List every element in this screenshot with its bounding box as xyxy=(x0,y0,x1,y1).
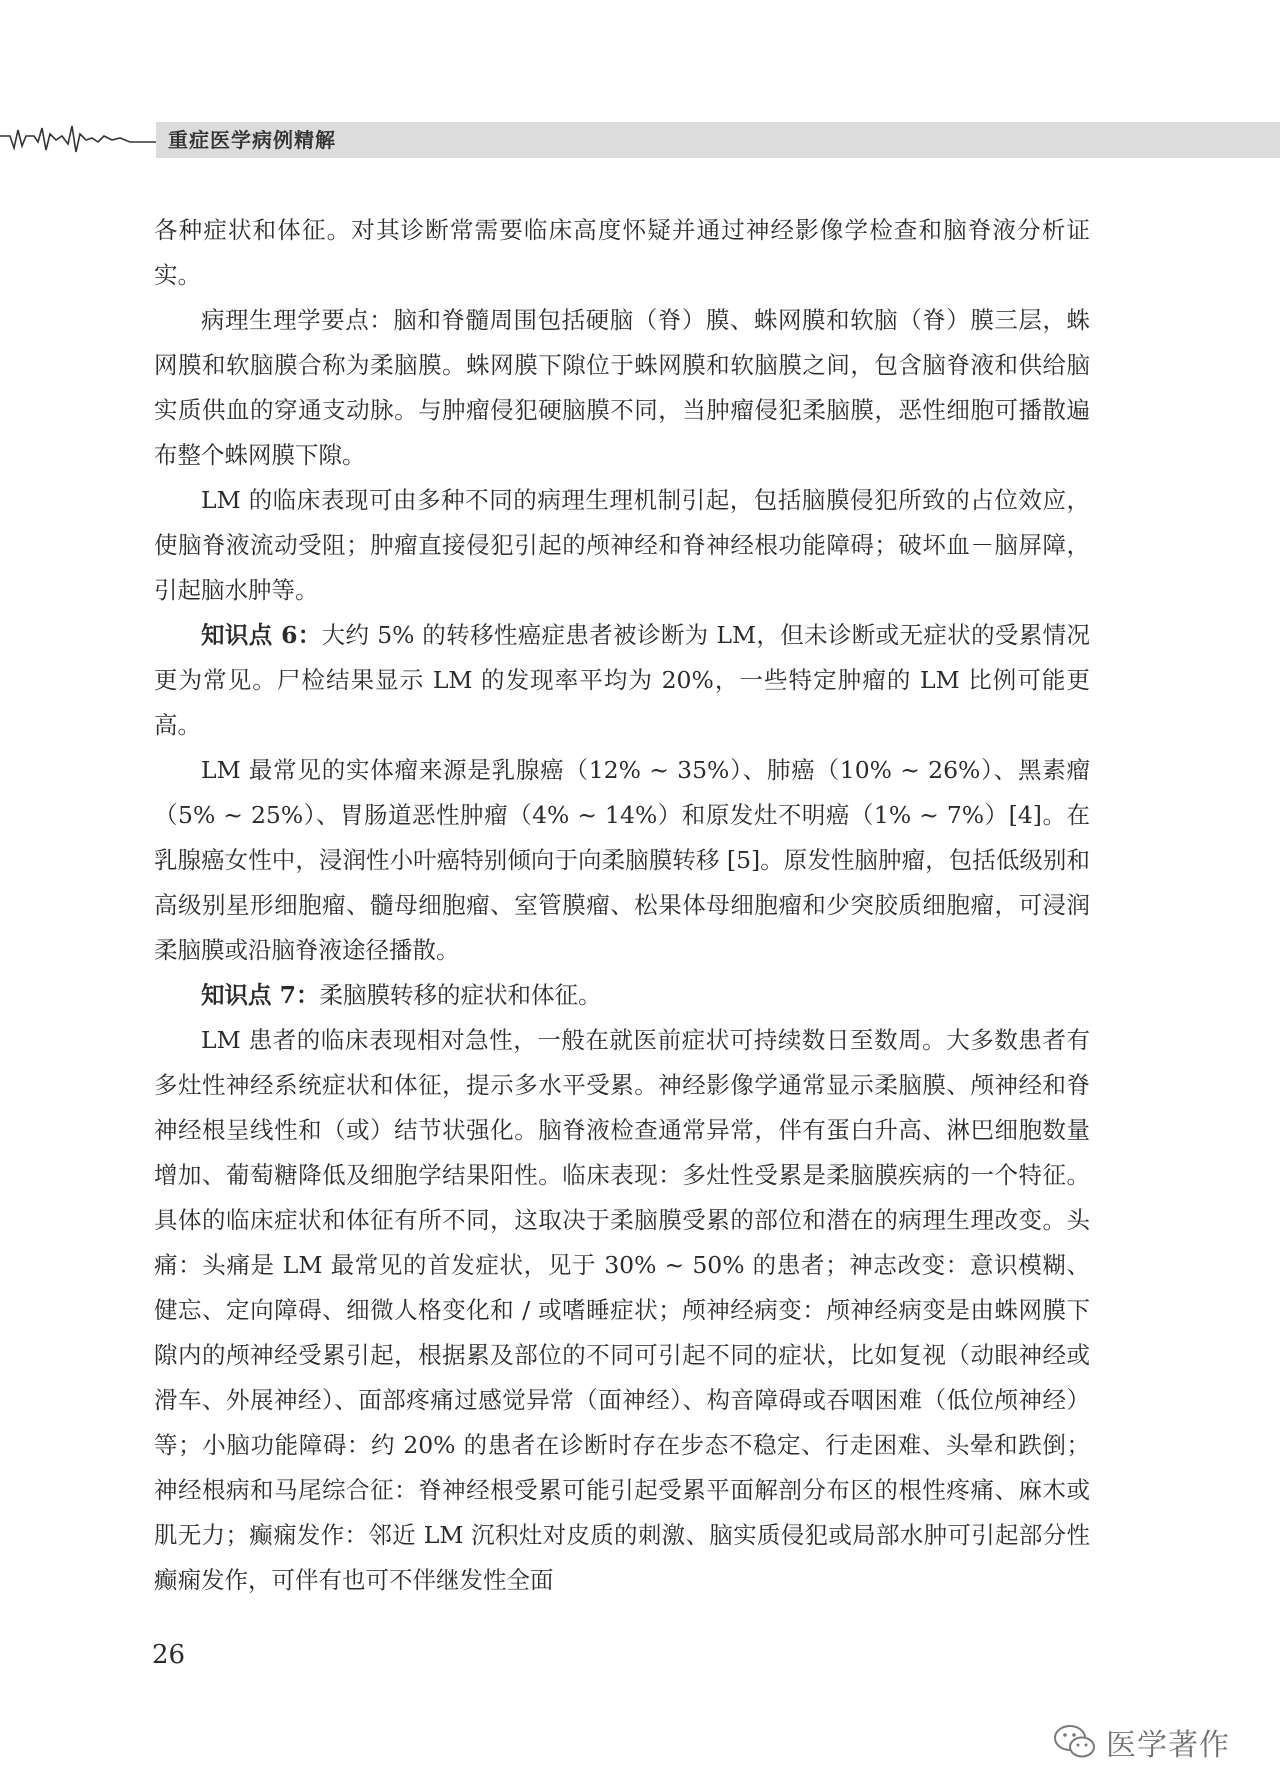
body-text xyxy=(154,208,1090,1603)
header-title: 重症医学病例精解 xyxy=(168,128,336,152)
watermark-text: 医学著作 xyxy=(1106,1728,1230,1763)
paragraph: 病理生理学要点：脑和脊髓周围包括硬脑（脊）膜、蛛网膜和软脑（脊）膜三层，蛛网膜和软脑膜合称为柔脑膜。蛛网膜下隙位于蛛网膜和软脑膜之间，包含脑脊液和供给脑实质供血的穿通支动脉。与肿瘤侵犯硬脑膜不同，当肿瘤侵犯柔脑膜，恶性细胞可播散遍布整个蛛网膜下隙。 xyxy=(154,306,1090,469)
paragraph: LM 最常见的实体瘤来源是乳腺癌（12% ~ 35%）、肺癌（10% ~ 26%）、黑素瘤（5% ~ 25%）、胃肠道恶性肿瘤（4% ~ 14%）和原发灶不明癌（1% ~ 7%）[4]。在乳腺癌女性中，浸润性小叶癌特别倾向于向柔脑膜转移 [5]。原发性脑肿瘤，包括低级别和高级别星形细胞瘤、髓母细胞瘤、室管膜瘤、松果体母细胞瘤和少突胶质细胞瘤，可浸润柔脑膜或沿脑脊液途径播散。 xyxy=(154,756,1090,964)
paragraph-text: 柔脑膜转移的症状和体征。 xyxy=(319,981,602,1009)
header-decoration xyxy=(0,122,156,158)
page-number: 26 xyxy=(152,1640,186,1670)
wechat-icon xyxy=(1052,1723,1098,1761)
knowledge-point-paragraph xyxy=(154,973,1090,1018)
paragraph: LM 患者的临床表现相对急性，一般在就医前症状可持续数日至数周。大多数患者有多灶性神经系统症状和体征，提示多水平受累。神经影像学通常显示柔脑膜、颅神经和脊神经根呈线性和（或）结节状强化。脑脊液检查通常异常，伴有蛋白升高、淋巴细胞数量增加、葡萄糖降低及细胞学结果阳性。临床表现：多灶性受累是柔脑膜疾病的一个特征。具体的临床症状和体征有所不同，这取决于柔脑膜受累的部位和潜在的病理生理改变。头痛：头痛是 LM 最常见的首发症状，见于 30% ~ 50% 的患者；神志改变：意识模糊、健忘、定向障碍、细微人格变化和 / 或嗜睡症状；颅神经病变：颅神经病变是由蛛网膜下隙内的颅神经受累引起，根据累及部位的不同可引起不同的症状，比如复视（动眼神经或滑车、外展神经）、面部疼痛过感觉异常（面神经）、构音障碍或吞咽困难（低位颅神经）等；小脑功能障碍：约 20% 的患者在诊断时存在步态不稳定、行走困难、头晕和跌倒；神经根病和马尾综合征：脊神经根受累可能引起受累平面解剖分布区的根性疼痛、麻木或肌无力；癫痫发作：邻近 LM 沉积灶对皮质的刺激、脑实质侵犯或局部水肿可引起部分性癫痫发作，可伴有也可不伴继发性全面 xyxy=(154,1026,1090,1594)
paragraph: 各种症状和体征。对其诊断常需要临床高度怀疑并通过神经影像学检查和脑脊液分析证实。 xyxy=(154,216,1090,289)
watermark xyxy=(1052,1718,1252,1766)
knowledge-point-paragraph xyxy=(154,613,1090,748)
ecg-wave-icon xyxy=(0,122,156,158)
knowledge-point-label: 知识点 6： xyxy=(201,621,322,649)
paragraph-text: 大约 5% 的转移性癌症患者被诊断为 LM，但未诊断或无症状的受累情况更为常见。尸检结果显示 LM 的发现率平均为 20%，一些特定肿瘤的 LM 比例可能更高。 xyxy=(154,621,1090,739)
knowledge-point-label: 知识点 7： xyxy=(201,981,320,1009)
paragraph: LM 的临床表现可由多种不同的病理生理机制引起，包括脑膜侵犯所致的占位效应，使脑脊液流动受阻；肿瘤直接侵犯引起的颅神经和脊神经根功能障碍；破坏血－脑屏障，引起脑水肿等。 xyxy=(154,486,1090,604)
